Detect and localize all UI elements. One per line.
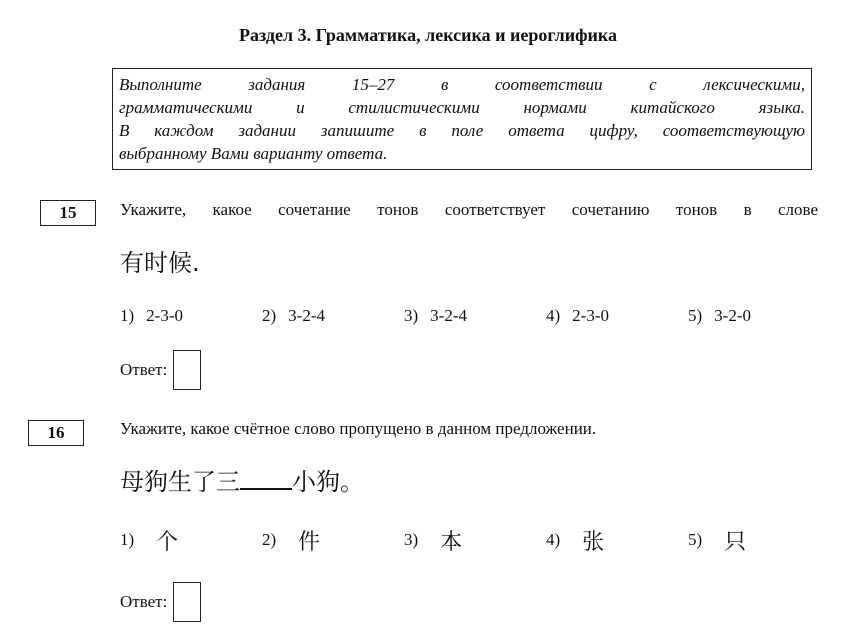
task-16-option-2[interactable] [262, 528, 321, 555]
option-text: 件 [298, 530, 321, 555]
task-number-15: 15 [40, 200, 96, 226]
task-15-word: 有时候. [120, 249, 200, 277]
sentence-after: 小狗。 [292, 468, 364, 496]
option-text: 本 [440, 530, 463, 555]
task-16-option-3[interactable] [404, 528, 463, 555]
instruction-line-4: выбранному Вами варианту ответа. [119, 144, 388, 163]
option-number: 5) [688, 306, 703, 325]
option-text: 张 [582, 530, 605, 555]
task-15-option-2[interactable] [262, 305, 325, 327]
task-15-option-3[interactable] [404, 305, 467, 327]
option-number: 5) [688, 530, 703, 549]
instruction-line-2: грамматическими и стилистическими нормами китайского языка. [119, 98, 805, 117]
option-number: 3) [404, 530, 419, 549]
task-16-question: Укажите, какое счётное слово пропущено в данном предложении. [120, 419, 597, 438]
task-16-option-4[interactable] [546, 528, 605, 555]
option-number: 3) [404, 306, 419, 325]
answer-label: Ответ: [120, 360, 168, 379]
option-number: 1) [120, 306, 135, 325]
task-16-sentence [120, 466, 364, 497]
option-text: 2-3-0 [572, 306, 609, 325]
task-15-answer [120, 350, 201, 390]
section-title: Раздел 3. Грамматика, лексика и иероглифика [238, 25, 618, 45]
option-number: 1) [120, 530, 135, 549]
task-15-question: Укажите, какое сочетание тонов соответствует сочетанию тонов в слове [120, 200, 818, 219]
option-number: 2) [262, 530, 277, 549]
task-15-option-5[interactable] [688, 305, 751, 327]
blank-line [240, 466, 292, 490]
option-text: 只 [724, 530, 747, 555]
option-text: 3-2-0 [714, 306, 751, 325]
option-text: 2-3-0 [146, 306, 183, 325]
task-15-option-4[interactable] [546, 305, 609, 327]
option-text: 个 [156, 530, 179, 555]
instruction-line-3: В каждом задании запишите в поле ответа цифру, соответствующую [119, 121, 805, 140]
task-16-answer-box[interactable] [173, 582, 201, 622]
option-text: 3-2-4 [288, 306, 325, 325]
option-number: 2) [262, 306, 277, 325]
task-16-option-5[interactable] [688, 528, 747, 555]
answer-label: Ответ: [120, 592, 168, 611]
option-number: 4) [546, 306, 561, 325]
task-16-option-1[interactable] [120, 528, 179, 555]
task-15-option-1[interactable] [120, 305, 183, 327]
option-text: 3-2-4 [430, 306, 467, 325]
instruction-box [112, 68, 812, 170]
instruction-line-1: Выполните задания 15–27 в соответствии с лексическими, [119, 75, 805, 94]
task-16-answer [120, 582, 201, 622]
task-15-answer-box[interactable] [173, 350, 201, 390]
task-number-16: 16 [28, 420, 84, 446]
option-number: 4) [546, 530, 561, 549]
sentence-before: 母狗生了三 [120, 468, 240, 496]
